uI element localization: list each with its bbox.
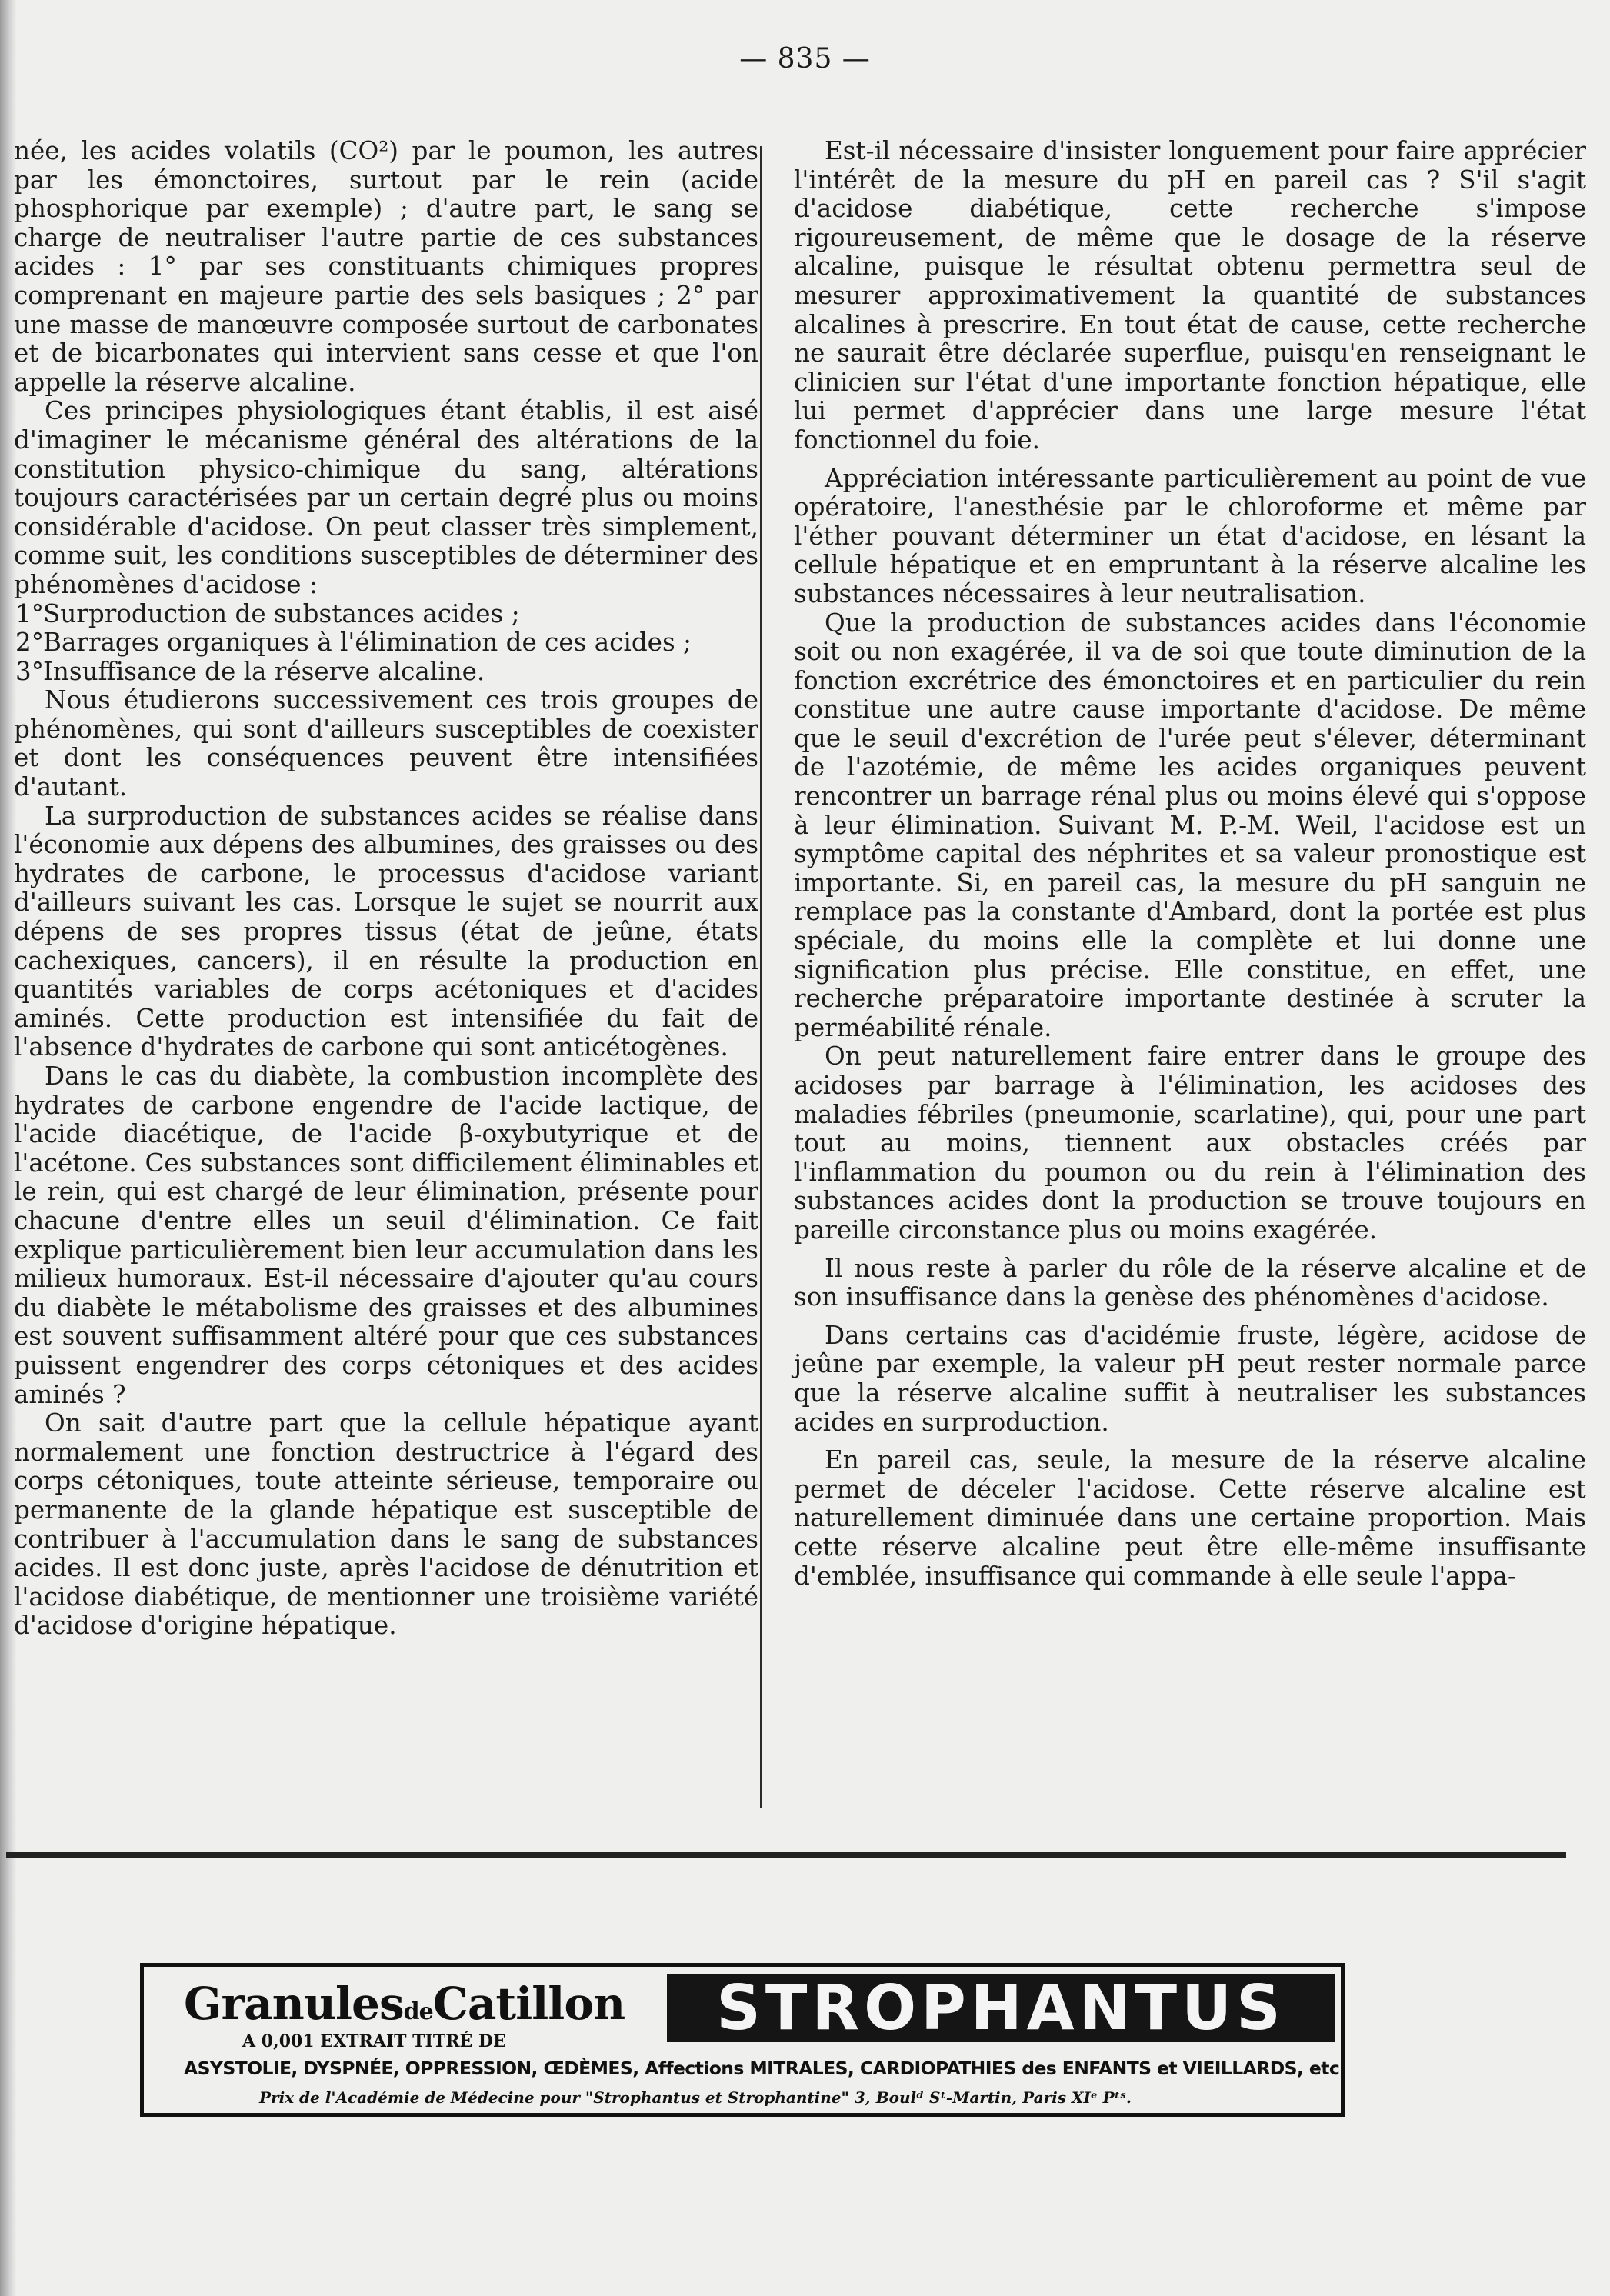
paragraph: Appréciation intéressante particulièrement au point de vue opératoire, l'anesthésie par le chloroforme et même par l'éther pouvant déterminer un état d'acidose, en lésant la cellule hépatique et en empruntant à la réserve alcaline les substances nécessaires à leur neutralisation. (794, 463, 1586, 608)
paragraph: Dans certains cas d'acidémie fruste, légère, acidose de jeûne par exemple, la valeur pH peut rester normale parce que la réserve alcaline suffit à neutraliser les substances acides en surproduction. (794, 1320, 1586, 1437)
paragraph: Est-il nécessaire d'insister longuement pour faire apprécier l'intérêt de la mesure du pH en pareil cas ? S'il s'agit d'acidose diabétique, cette recherche s'impose rigoureusement, de même que le dosage de la réserve alcaline, puisque le résultat obtenu permettra seul de mesurer approximativement la quantité de substances alcalines à prescrire. En tout état de cause, cette recherche ne saurait être déclarée superflue, puisqu'en renseignant le clinicien sur l'état d'une importante fonction hépatique, elle lui permet d'apprécier dans une large mesure l'état fonctionnel du foie. (794, 136, 1586, 455)
page-number: — 835 — (739, 43, 871, 75)
paragraph: Dans le cas du diabète, la combustion incomplète des hydrates de carbone engendre de l'acide lactique, de l'acide diacétique, de l'acide β-oxybutyrique et de l'acétone. Ces substances sont difficilement éliminables et le rein, qui est chargé de leur élimination, présente pour chacune d'entre elles un seuil d'élimination. Ce fait explique particulièrement bien leur accumulation dans les milieux humoraux. Est-il nécessaire d'ajouter qu'au cours du diabète le métabolisme des graisses et des albumines est souvent suffisamment altéré pour que ces substances puissent engendrer des corps cétoniques et des acides aminés ? (14, 1061, 758, 1409)
paragraph: La surproduction de substances acides se réalise dans l'économie aux dépens des albumines, des graisses ou des hydrates de carbone, le processus d'acidose variant d'ailleurs suivant les cas. Lorsque le sujet se nourrit aux dépens de ses propres tissus (état de jeûne, états cachexiques, cancers), il en résulte la production en quantités variables de corps acétoniques et d'acides aminés. Cette production est intensifiée du fait de l'absence d'hydrates de carbone qui sont anticétogènes. (14, 801, 758, 1062)
conditions-list (14, 600, 758, 687)
ad-product-banner: STROPHANTUS (667, 1974, 1335, 2042)
right-column (794, 137, 1586, 1591)
ad-dose: A 0,001 EXTRAIT TITRÉ DE (242, 2031, 506, 2051)
ad-indications: ASYSTOLIE, DYSPNÉE, OPPRESSION, ŒDÈMES, Affections MITRALES, CARDIOPATHIES des ENFANTS et VIEILLARDS, etc. (184, 2058, 1346, 2079)
paragraph: Ces principes physiologiques étant établis, il est aisé d'imaginer le mécanisme général des altérations de la constitution physico-chimique du sang, altérations toujours caractérisées par un certain degré plus ou moins considérable d'acidose. On peut classer très simplement, comme suit, les conditions susceptibles de déterminer des phénomènes d'acidose : (14, 396, 758, 599)
bottom-rule (6, 1852, 1566, 1858)
paragraph: On peut naturellement faire entrer dans le groupe des acidoses par barrage à l'élimination, les acidoses des maladies fébriles (pneumonie, scarlatine), qui, pour une part tout au moins, tiennent aux obstacles créés par l'inflammation du poumon ou du rein à l'élimination des substances acides dont la production se trouve toujours en pareille circonstance plus ou moins exagérée. (794, 1041, 1586, 1245)
advertisement (140, 1963, 1345, 2117)
left-column (14, 137, 758, 1641)
list-item: 1° Surproduction de substances acides ; (15, 598, 520, 628)
paragraph: née, les acides volatils (CO²) par le poumon, les autres par les émonctoires, surtout par le rein (acide phosphorique par exemple) ; d'autre part, le sang se charge de neutraliser l'autre partie de ces substances acides : 1° par ses constituants chimiques propres comprenant en majeure partie des sels basiques ; 2° par une masse de manœuvre composée surtout de carbonates et de bicarbonates qui intervient sans cesse et que l'on appelle la réserve alcaline. (14, 136, 758, 397)
paragraph: Nous étudierons successivement ces trois groupes de phénomènes, qui sont d'ailleurs susceptibles de coexister et dont les conséquences peuvent être intensifiées d'autant. (14, 685, 758, 802)
column-divider (760, 146, 762, 1808)
paragraph: Il nous reste à parler du rôle de la réserve alcaline et de son insuffisance dans la genèse des phénomènes d'acidose. (794, 1253, 1586, 1312)
paragraph: On sait d'autre part que la cellule hépatique ayant normalement une fonction destructrice à l'égard des corps cétoniques, toute atteinte sérieuse, temporaire ou permanente de la glande hépatique est susceptible de contribuer à l'accumulation dans le sang de substances acides. Il est donc juste, après l'acidose de dénutrition et l'acidose diabétique, de mentionner une troisième variété d'acidose d'origine hépatique. (14, 1408, 758, 1641)
list-item: 3° Insuffisance de la réserve alcaline. (15, 656, 485, 686)
list-item: 2° Barrages organiques à l'élimination de ces acides ; (15, 628, 692, 658)
ad-brand: GranulesdeCatillon (184, 1978, 625, 2030)
paragraph: En pareil cas, seule, la mesure de la réserve alcaline permet de déceler l'acidose. Cette réserve alcaline est naturellement diminuée dans une certaine proportion. Mais cette réserve alcaline peut être elle-même insuffisante d'emblée, insuffisance qui commande à elle seule l'appa- (794, 1445, 1586, 1591)
paragraph: Que la production de substances acides dans l'économie soit ou non exagérée, il va de soi que toute diminution de la fonction excrétrice des émonctoires et en particulier du rein constitue une autre cause importante d'acidose. De même que le seuil d'excrétion de l'urée peut s'élever, déterminant de l'azotémie, de même les acides organiques peuvent rencontrer un barrage rénal plus ou moins élevé qui s'oppose à leur élimination. Suivant M. P.-M. Weil, l'acidose est un symptôme capital des néphrites et sa valeur pronostique est importante. Si, en pareil cas, la mesure du pH sanguin ne remplace pas la constante d'Ambard, dont la portée est plus spéciale, du moins elle la complète et lui donne une signification plus précise. Elle constitue, en effet, une recherche préparatoire importante destinée à scruter la perméabilité rénale. (794, 608, 1586, 1042)
ad-prize: Prix de l'Académie de Médecine pour "Strophantus et Strophantine" 3, Boulᵈ Sᵗ-Martin, Paris XIᵉ Pᵗˢ. (259, 2088, 1132, 2107)
